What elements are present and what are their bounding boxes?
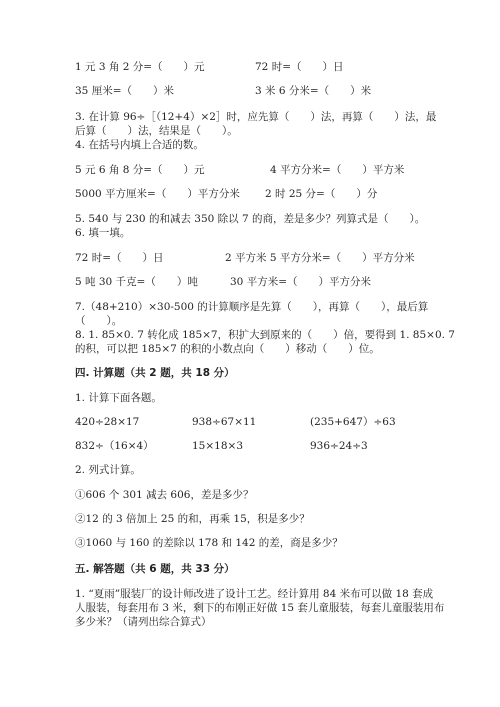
question-5: 5. 540 与 230 的和减去 350 除以 7 的商，差是多少？列算式是（ ）。 — [75, 213, 426, 225]
word-problem-3: ③1060 与 160 的差除以 178 和 142 的差，商是多少？ — [75, 537, 343, 549]
fill-item-tons: 5 吨 30 千克=（ ）吨 — [75, 276, 198, 288]
subsection-1: 1. 计算下面各题。 — [75, 392, 162, 404]
expression-2: 938÷67×11 — [192, 416, 257, 428]
question-7-line-2: （ ）。 — [75, 315, 123, 327]
expression-4: 832÷（16×4） — [75, 440, 154, 452]
question-4: 4. 在括号内填上合适的数。 — [75, 139, 204, 151]
problem-1-line-2: 人服装，每套用布 3 米，剩下的布刚正好做 15 套儿童服装，每套儿童服装用布 — [75, 602, 445, 614]
fill-item-sq-cm: 5000 平方厘米=（ ）平方分米 — [75, 188, 240, 200]
expression-6: 936÷24÷3 — [310, 440, 368, 452]
fill-item-sq-m: 30 平方米=（ ）平方分米 — [230, 276, 371, 288]
section-5-heading: 五. 解答题（共 6 题，共 33 分） — [75, 563, 235, 575]
expression-3: (235+647）÷63 — [310, 416, 396, 428]
question-3-line-2: 后算（ ）法，结果是（ ）。 — [75, 125, 238, 137]
word-problem-1: ①606 个 301 减去 606，差是多少？ — [75, 489, 254, 501]
fill-item-hours: 72 时=（ ）日 — [255, 61, 344, 73]
expression-1: 420÷28×17 — [75, 416, 140, 428]
subsection-2: 2. 列式计算。 — [75, 464, 141, 476]
question-7-line-1: 7.（48+210）×30-500 的计算顺序是先算（ ），再算（ ），最后算 — [75, 301, 429, 313]
question-8-line-1: 8. 1. 85×0. 7 转化成 185×7，积扩大到原来的（ ）倍，要得到 1. 85×0. 7 — [75, 329, 455, 341]
section-4-heading: 四. 计算题（共 2 题，共 18 分） — [75, 367, 235, 379]
question-6: 6. 填一填。 — [75, 227, 131, 239]
problem-1-line-1: 1. “夏雨”服装厂的设计师改进了设计工艺。经计算用 84 米布可以做 18 套成 — [75, 588, 434, 600]
problem-1-line-3: 多少米？（请列出综合算式） — [75, 616, 212, 628]
fill-item-minutes: 2 时 25 分=（ ）分 — [265, 188, 378, 200]
question-3-line-1: 3. 在计算 96÷［（12+4）×2］时，应先算（ ）法，再算（ ）法，最 — [75, 111, 437, 123]
fill-item-days: 72 时=（ ）日 — [75, 252, 164, 264]
fill-item-yuan: 1 元 3 角 2 分=（ ）元 — [75, 61, 205, 73]
expression-5: 15×18×3 — [192, 440, 243, 452]
word-problem-2: ②12 的 3 倍加上 25 的和，再乘 15，积是多少？ — [75, 513, 310, 525]
fill-item-area: 2 平方米 5 平方分米=（ ）平方分米 — [225, 252, 415, 264]
fill-item-meter: 3 米 6 分米=（ ）米 — [255, 85, 372, 97]
fill-item-money: 5 元 6 角 8 分=（ ）元 — [75, 164, 205, 176]
question-8-line-2: 的积，可以把 185×7 的积的小数点向（ ）移动（ ）位。 — [75, 343, 380, 355]
fill-item-cm: 35 厘米=（ ）米 — [75, 85, 174, 97]
fill-item-sq-dm: 4 平方分米=（ ）平方米 — [270, 164, 405, 176]
